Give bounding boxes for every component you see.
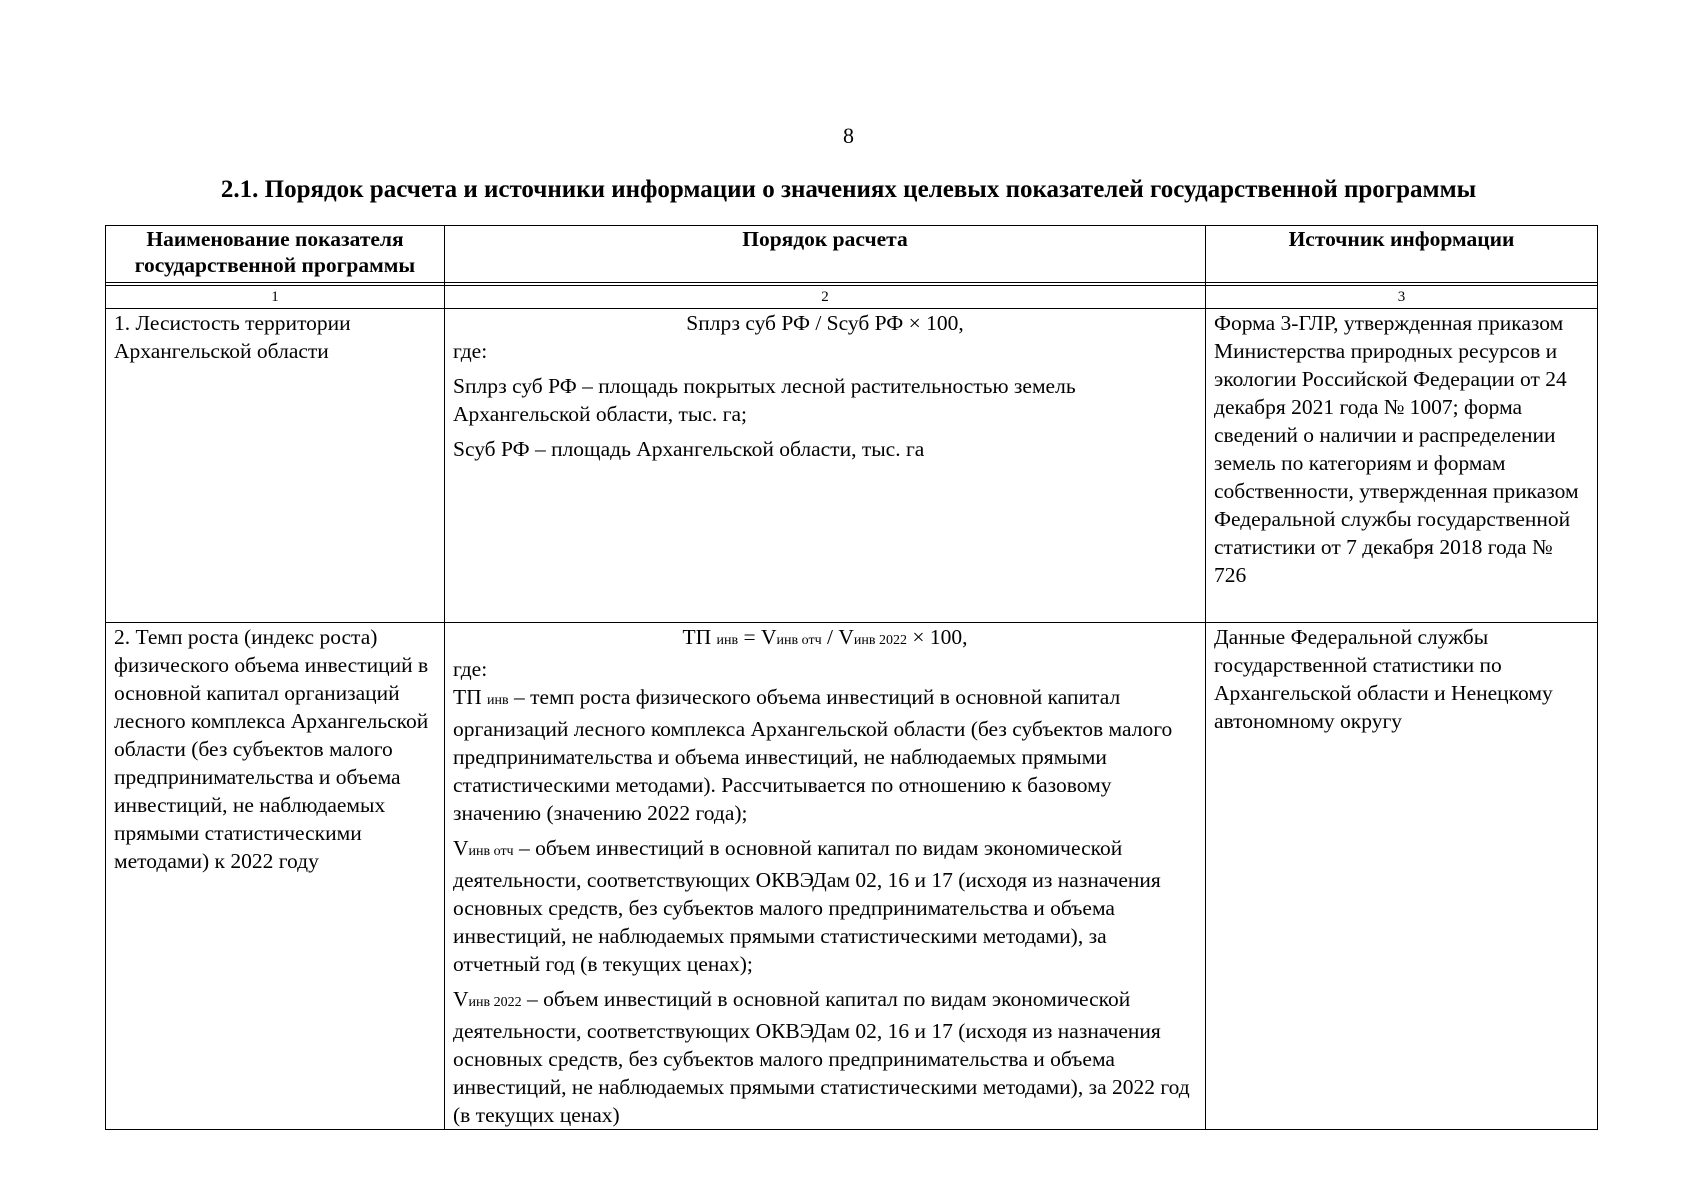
section-title: 2.1. Порядок расчета и источники информации о значениях целевых показателей государственной программы xyxy=(220,176,1477,203)
variable-definition: Sсуб РФ – площадь Архангельской области, тыс. га xyxy=(453,437,925,461)
source-cell: Данные Федеральной службы государственной статистики по Архангельской области и Ненецкому автономному округу xyxy=(1206,623,1598,1130)
header-indicator-name: Наименование показателя государственной программы xyxy=(106,226,445,283)
where-label: где: xyxy=(453,657,488,681)
indicator-name: 2. Темп роста (индекс роста) физического объема инвестиций в основной капитал организаций лесного комплекса Архангельской области (без субъектов малого предпринимательства и объема инвестиций, не наблюдаемых прямыми статистическими методами) к 2022 году xyxy=(106,623,445,1130)
column-number: 1 xyxy=(106,286,445,309)
formula: ТП инв = Vинв отч / Vинв 2022 × 100, xyxy=(682,625,968,649)
variable-definition: Vинв отч – объем инвестиций в основной капитал по видам экономической деятельности, соответствующих ОКВЭДам 02, 16 и 17 (исходя из назначения основных средств, без субъектов малого предпринимательства и объема инвестиций, не наблюдаемых прямыми статистическими методами), за отчетный год (в текущих ценах); xyxy=(453,836,1161,976)
header-calculation: Порядок расчета xyxy=(445,226,1206,283)
variable-definition: ТП инв – темп роста физического объема инвестиций в основной капитал организаций лесного комплекса Архангельской области (без субъектов малого предпринимательства и объема инвестиций, не наблюдаемых прямыми статистическими методами). Рассчитывается по отношению к базовому значению (значению 2022 года); xyxy=(453,685,1173,825)
formula: Sплрз суб РФ / Sсуб РФ × 100, xyxy=(686,311,964,335)
indicator-name: 1. Лесистость территории Архангельской области xyxy=(106,309,445,623)
calculation-cell xyxy=(445,623,1206,1130)
table-row xyxy=(106,623,1598,1130)
page-number: 8 xyxy=(843,123,854,148)
column-number: 3 xyxy=(1206,286,1598,309)
indicators-table xyxy=(105,225,1598,1130)
calculation-cell xyxy=(445,309,1206,623)
source-cell: Форма 3-ГЛР, утвержденная приказом Министерства природных ресурсов и экологии Российской Федерации от 24 декабря 2021 года № 1007; форма сведений о наличии и распределении земель по категориям и формам собственности, утвержденная приказом Федеральной службы государственной статистики от 7 декабря 2018 года № 726 xyxy=(1206,309,1598,623)
column-number-row xyxy=(106,286,1598,309)
variable-definition: Sплрз суб РФ – площадь покрытых лесной растительностью земель Архангельской области, тыс. га; xyxy=(453,374,1076,426)
column-number: 2 xyxy=(445,286,1206,309)
variable-definition: Vинв 2022 – объем инвестиций в основной капитал по видам экономической деятельности, соответствующих ОКВЭДам 02, 16 и 17 (исходя из назначения основных средств, без субъектов малого предпринимательства и объема инвестиций, не наблюдаемых прямыми статистическими методами), за 2022 год (в текущих ценах) xyxy=(453,987,1190,1127)
header-source: Источник информации xyxy=(1206,226,1598,283)
where-label: где: xyxy=(453,339,488,363)
table-row xyxy=(106,309,1598,623)
table-header-row xyxy=(106,226,1598,283)
